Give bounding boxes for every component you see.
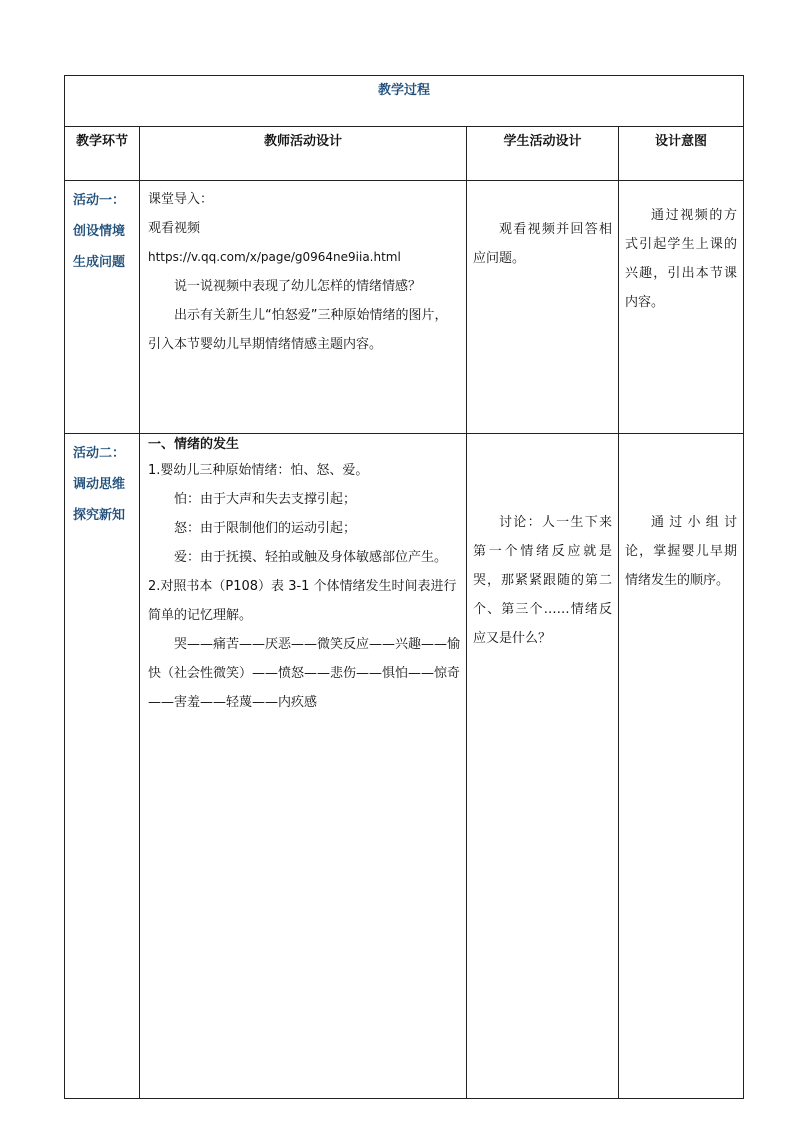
intent-cell	[619, 434, 744, 1099]
teacher-line: 怒：由于限制他们的运动引起；	[174, 521, 357, 536]
teacher-line: 课堂导入：	[148, 192, 214, 207]
section-heading: 一、情绪的发生	[148, 437, 240, 452]
stage-cell	[65, 181, 140, 434]
student-text: 讨论：人一生下来第一个情绪反应就是哭，那紧紧跟随的第二个、第三个……情绪反应又是什么？	[473, 515, 612, 646]
emotion-sequence: 哭——痛苦——厌恶——微笑反应——兴趣——愉快（社会性微笑）——愤怒——悲伤——惧怕——惊奇——害羞——轻蔑——内疚感	[148, 637, 461, 710]
teacher-cell	[140, 181, 467, 434]
header-student: 学生活动设计	[467, 127, 619, 181]
video-link: https://v.qq.com/x/page/g0964ne9iia.html	[148, 250, 401, 264]
student-text: 观看视频并回答相应问题。	[473, 222, 612, 266]
intent-cell	[619, 181, 744, 434]
intent-text: 通过视频的方式引起学生上课的兴趣，引出本节课内容。	[625, 208, 738, 310]
stage-label: 生成问题	[73, 255, 126, 270]
stage-label: 创设情境	[73, 224, 126, 239]
student-cell	[467, 181, 619, 434]
stage-label: 活动二：	[73, 446, 126, 461]
header-row	[65, 127, 744, 181]
stage-label: 活动一：	[73, 193, 126, 208]
header-teacher: 教师活动设计	[140, 127, 467, 181]
intent-text: 通过小组讨论，掌握婴儿早期情绪发生的顺序。	[625, 515, 738, 588]
teacher-line: 2.对照书本（P108）表 3-1 个体情绪发生时间表进行简单的记忆理解。	[148, 579, 457, 623]
header-intent: 设计意图	[619, 127, 744, 181]
stage-cell	[65, 434, 140, 1099]
student-cell	[467, 434, 619, 1099]
title-row	[65, 76, 744, 127]
lesson-plan-table	[64, 75, 744, 1099]
header-stage: 教学环节	[65, 127, 140, 181]
stage-label: 探究新知	[73, 508, 126, 523]
teacher-line: 观看视频	[148, 221, 201, 236]
table-title: 教学过程	[65, 76, 744, 127]
teacher-cell	[140, 434, 467, 1099]
teacher-line: 出示有关新生儿“怕怒爱”三种原始情绪的图片，引入本节婴幼儿早期情绪情感主题内容。	[148, 308, 448, 352]
stage-label: 调动思维	[73, 477, 126, 492]
teacher-line: 爱：由于抚摸、轻拍或触及身体敏感部位产生。	[174, 550, 448, 565]
table-row	[65, 181, 744, 434]
teacher-line: 说一说视频中表现了幼儿怎样的情绪情感？	[174, 279, 422, 294]
teacher-line: 怕：由于大声和失去支撑引起；	[174, 492, 357, 507]
teacher-line: 1.婴幼儿三种原始情绪：怕、怒、爱。	[148, 463, 369, 478]
table-row	[65, 434, 744, 1099]
